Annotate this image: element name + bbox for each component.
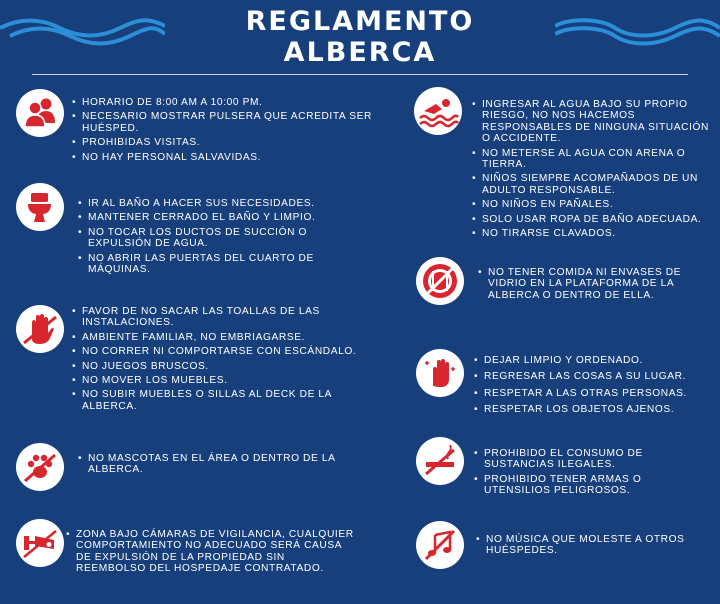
- rule-item: • PROHIBIDAS VISITAS.: [72, 137, 390, 148]
- rules-block-bathroom: [78, 198, 338, 278]
- rules-block-food: [478, 267, 710, 304]
- no-music-icon: [416, 521, 464, 569]
- title-divider: [32, 74, 688, 75]
- rule-item: • NO MÚSICA QUE MOLESTE A OTROS HUÉSPEDES.: [476, 534, 710, 557]
- rule-item: • NO METERSE AL AGUA CON ARENA O TIERRA.: [472, 148, 710, 171]
- rule-item: • NO TIRARSE CLAVADOS.: [472, 228, 710, 239]
- rule-item: • NO TOCAR LOS DUCTOS DE SUCCIÓN O EXPULSIÓN DE AGUA.: [78, 227, 338, 250]
- clean-hand-icon: [416, 349, 464, 397]
- rule-item: • NO CORRER NI COMPORTARSE CON ESCÁNDALO.: [72, 346, 362, 357]
- rule-item: • NO JUEGOS BRUSCOS.: [72, 361, 362, 372]
- rule-item: • NO MOVER LOS MUEBLES.: [72, 375, 362, 386]
- rule-item: • RESPETAR LOS OBJETOS AJENOS.: [474, 404, 710, 415]
- rule-item: • NIÑOS SIEMPRE ACOMPAÑADOS DE UN ADULTO RESPONSABLE.: [472, 173, 710, 196]
- rule-item: • NO NIÑOS EN PAÑALES.: [472, 199, 710, 210]
- rule-item: • ZONA BAJO CÁMARAS DE VIGILANCIA, CUALQUIER COMPORTAMIENTO NO ADECUADO SERÁ CAUSA DE EXPULSIÓN DE LA PROPIEDAD SIN REEMBOLSO DEL HOSPEDAJE CONTRATADO.: [66, 529, 356, 575]
- rule-item: • IR AL BAÑO A HACER SUS NECESIDADES.: [78, 198, 338, 209]
- rule-item: • DEJAR LIMPIO Y ORDENADO.: [474, 355, 710, 366]
- title-line-2: ALBERCA: [283, 37, 437, 68]
- page-title: [0, 6, 720, 68]
- title-line-1: REGLAMENTO: [245, 6, 475, 37]
- rule-item: • SOLO USAR ROPA DE BAÑO ADECUADA.: [472, 214, 710, 225]
- rule-item: • NO HAY PERSONAL SALVAVIDAS.: [72, 152, 390, 163]
- people-icon: [16, 89, 64, 137]
- toilet-icon: [16, 183, 64, 231]
- rules-block-schedule: [72, 97, 390, 166]
- rule-item: • NO MASCOTAS EN EL ÁREA O DENTRO DE LA ALBERCA.: [78, 453, 358, 476]
- rules-block-substances: [474, 448, 710, 500]
- rule-item: • NO ABRIR LAS PUERTAS DEL CUARTO DE MÁQUINAS.: [78, 253, 338, 276]
- rule-item: • MANTENER CERRADO EL BAÑO Y LIMPIO.: [78, 212, 338, 223]
- rule-item: • PROHIBIDO TENER ARMAS O UTENSILIOS PELIGROSOS.: [474, 474, 710, 497]
- rules-block-respect: [474, 355, 710, 419]
- rule-item: • REGRESAR LAS COSAS A SU LUGAR.: [474, 371, 710, 382]
- rule-item: • RESPETAR A LAS OTRAS PERSONAS.: [474, 388, 710, 399]
- rules-block-behavior: [72, 306, 362, 415]
- rules-block-music: [476, 534, 710, 560]
- rule-item: • HORARIO DE 8:00 AM A 10:00 PM.: [72, 97, 390, 108]
- rule-item: • INGRESAR AL AGUA BAJO SU PROPIO RIESGO, NO NOS HACEMOS RESPONSABLES DE NINGUNA SITUACIÓN O ACCIDENTE.: [472, 99, 710, 145]
- no-food-icon: [416, 257, 464, 305]
- rules-block-water: [472, 99, 710, 242]
- rule-item: • NECESARIO MOSTRAR PULSERA QUE ACREDITA SER HUÉSPED.: [72, 111, 390, 134]
- security-camera-icon: [16, 519, 64, 567]
- rules-block-surveillance: [66, 529, 356, 578]
- rule-item: • AMBIENTE FAMILIAR, NO EMBRIAGARSE.: [72, 332, 362, 343]
- swimmer-icon: [414, 87, 462, 135]
- rule-item: • FAVOR DE NO SACAR LAS TOALLAS DE LAS INSTALACIONES.: [72, 306, 362, 329]
- no-pets-icon: [16, 443, 64, 491]
- rule-item: • PROHIBIDO EL CONSUMO DE SUSTANCIAS ILEGALES.: [474, 448, 710, 471]
- rule-item: • NO SUBIR MUEBLES O SILLAS AL DECK DE LA ALBERCA.: [72, 389, 362, 412]
- rules-block-pets: [78, 453, 358, 479]
- rule-item: • NO TENER COMIDA NI ENVASES DE VIDRIO EN LA PLATAFORMA DE LA ALBERCA O DENTRO DE ELLA.: [478, 267, 710, 301]
- no-smoking-icon: [416, 437, 464, 485]
- no-hand-icon: [16, 305, 64, 353]
